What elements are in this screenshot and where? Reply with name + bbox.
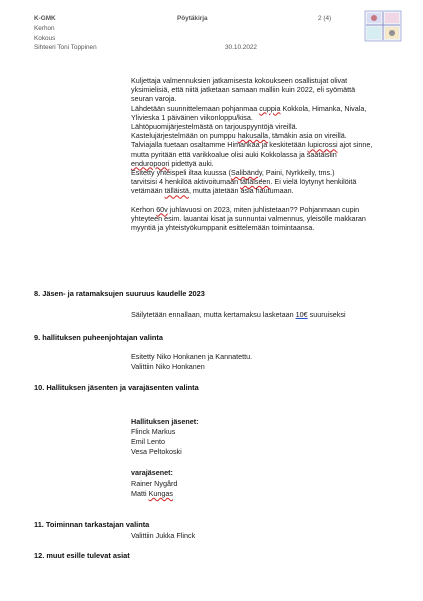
intro-line: tarvitsisi 4 henkilöä aktivoitumaan tälläiseen. Ei vielä löytynyt henkilöitä (131, 177, 357, 187)
intro-line: Ylivieska 1 päiväinen viikonloppu/kisa. (131, 112, 253, 122)
section-11-text: Valittiin Jukka Flinck (131, 531, 196, 540)
header-line-2: Kerhon (34, 25, 55, 32)
section-8-text: Säilytetään ennallaan, mutta kertamaksu lasketaan 10€ suuruiseksi (131, 310, 346, 319)
section-11-heading: 11. Toiminnan tarkastajan valinta (34, 520, 150, 529)
intro-line: myyntiä ja yhteistyökumppanit esittelemään toimintaansa. (131, 223, 315, 232)
intro-line: Lähdetään suunnittelemaan pohjanmaa cuppia Kokkola, Himanka, Nivala, (131, 103, 367, 113)
intro-line: Kastelujärjestelmään on pumppu hakusalla, tämäkin asia on vireillä. (131, 131, 347, 141)
club-logo (364, 10, 402, 42)
intro-line: Kuljettaja valmennuksien jatkamisesta kokoukseen osallistujat olivat (131, 76, 348, 85)
intro-line: yksimielisiä, että niitä jatketaan samaan malliin kuin 2022, eli syömättä (131, 85, 356, 95)
intro-line: Kerhon 60v juhlavuosi on 2023, miten juhlistetaan?? Pohjanmaan cupin (131, 204, 360, 214)
board-member: Flinck Markus (131, 427, 176, 436)
header-doc-title: Pöytäkirja (177, 15, 208, 22)
board-member: Vesa Peltokoski (131, 447, 182, 456)
intro-line: vetämään tälläistä, mutta jätetään asia hautumaan. (131, 186, 294, 196)
board-members-title: Hallituksen jäsenet: (131, 417, 199, 426)
section-12-heading: 12. muut esille tulevat asiat (34, 551, 130, 560)
header-date: 30.10.2022 (225, 44, 257, 51)
deputy-member: Matti Kungas (131, 489, 173, 498)
intro-block (131, 76, 372, 232)
intro-line: yhteyteen esim. lauantai kisat ja sunnuntai valmennus, yleisölle makkaran (131, 213, 366, 223)
header-org: K-GMK (34, 15, 56, 22)
intro-line: enduropoori pidettyä auki. (131, 158, 214, 168)
deputy-member: Rainer Nygård (131, 479, 178, 488)
section-8-heading: 8. Jäsen- ja ratamaksujen suuruus kaudelle 2023 (34, 289, 205, 298)
intro-line: Lähtöpuomijärjestelmästä on tarjouspyyntöjä vireillä. (131, 121, 298, 131)
header-page-number: 2 (4) (318, 15, 332, 22)
deputies-title: varajäsenet: (131, 468, 173, 477)
section-9-line-1: Esitetty Niko Honkanen ja Kannatettu. (131, 352, 253, 361)
section-9-heading: 9. hallituksen puheenjohtajan valinta (34, 333, 163, 342)
header-line-3: Kokous (34, 35, 56, 42)
board-member: Emil Lento (131, 437, 165, 446)
section-10-heading: 10. Hallituksen jäsenten ja varajäsenten valinta (34, 383, 199, 392)
header-secretary: Sihteeri Toni Toppinen (34, 44, 97, 51)
intro-line: seuran varoja. (131, 94, 177, 104)
intro-line: Talviajalla tuetaan osaltamme Himankaa ja keskitetään lupicrossi ajot sinne, (131, 140, 373, 150)
intro-line: Esitetty yhteispeli iltaa kuussa (Salibändy, Paini, Nyrkkeily, tms.) (131, 167, 335, 177)
intro-line: mutta pyritään että varikkoalue olisi auki Kokkolassa ja saataisiin (131, 149, 337, 159)
section-9-line-2: Valittiin Niko Honkanen (131, 362, 205, 371)
